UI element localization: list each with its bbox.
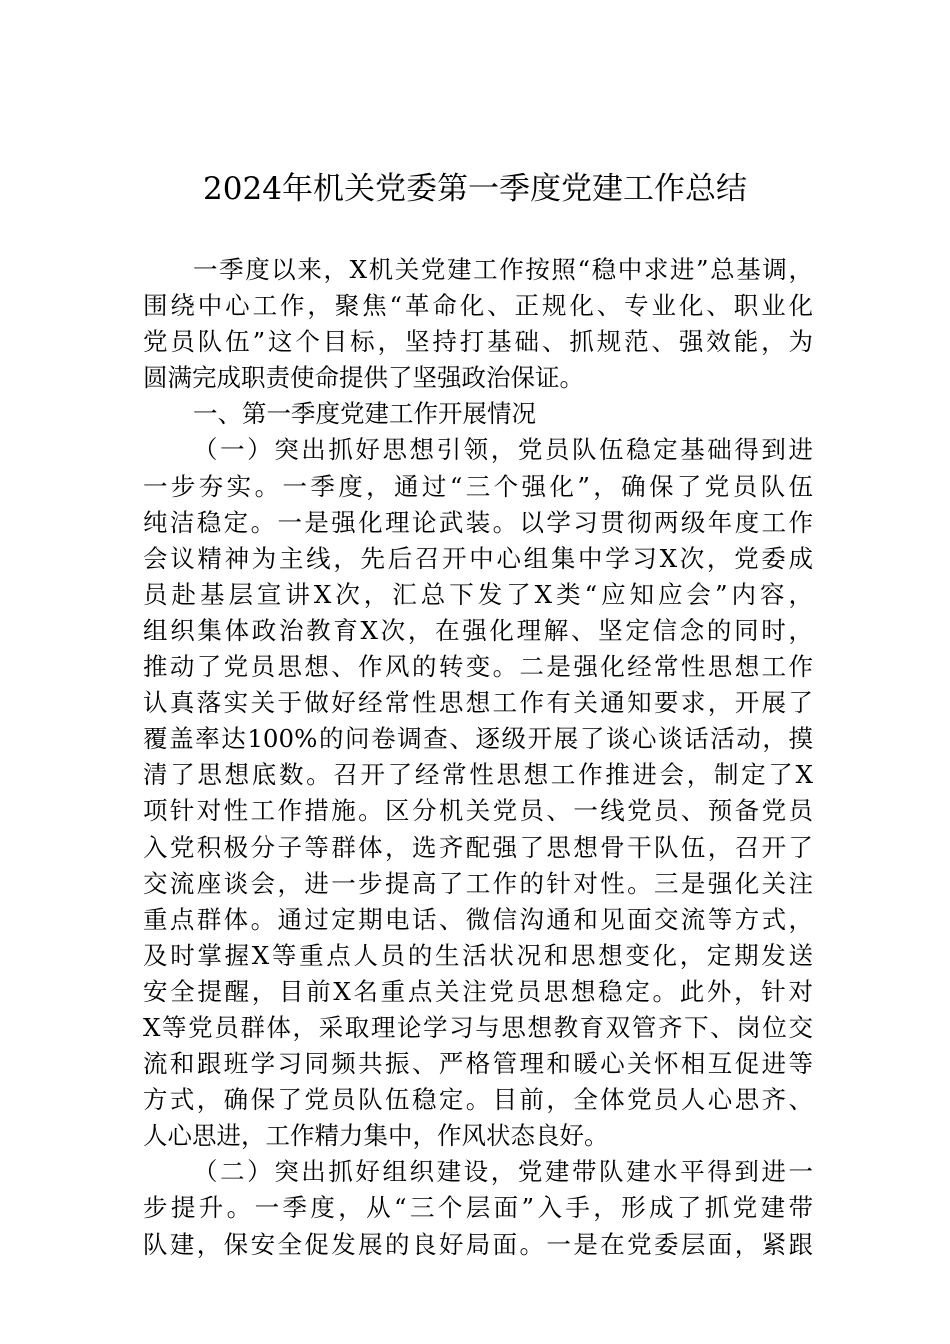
text-line: 党员队伍”这个目标，坚持打基础、抓规范、强效能，为: [143, 327, 813, 357]
text-line: 方式，确保了党员队伍稳定。目前，全体党员人心思齐、: [143, 1085, 813, 1115]
text-line: 推动了党员思想、作风的转变。二是强化经常性思想工作: [143, 652, 813, 682]
text-line: 队建，保安全促发展的良好局面。一是在党委层面，紧跟: [143, 1229, 813, 1259]
text-line: （二）突出抓好组织建设，党建带队建水平得到进一: [193, 1157, 813, 1187]
text-line: 人心思进，工作精力集中，作风状态良好。: [143, 1121, 609, 1151]
text-line: 及时掌握X等重点人员的生活状况和思想变化，定期发送: [143, 940, 813, 970]
text-line: 会议精神为主线，先后召开中心组集中学习X次，党委成: [143, 543, 813, 573]
text-line: 一步夯实。一季度，通过“三个强化”，确保了党员队伍: [143, 471, 813, 501]
text-line: 安全提醒，目前X名重点关注党员思想稳定。此外，针对: [143, 976, 813, 1006]
text-line: 入党积极分子等群体，选齐配强了思想骨干队伍，召开了: [143, 832, 813, 862]
text-line: 圆满完成职责使命提供了坚强政治保证。: [143, 363, 584, 393]
document-body: [143, 252, 813, 1263]
text-line: 组织集体政治教育X次，在强化理解、坚定信念的同时，: [143, 615, 813, 645]
text-line: 覆盖率达100%的问卷调查、逐级开展了谈心谈话活动，摸: [143, 724, 813, 754]
text-line: 围绕中心工作，聚焦“革命化、正规化、专业化、职业化: [143, 291, 813, 321]
text-line: 项针对性工作措施。区分机关党员、一线党员、预备党员: [143, 796, 813, 826]
text-line: 步提升。一季度，从“三个层面”入手，形成了抓党建带: [143, 1193, 813, 1223]
text-line: X等党员群体，采取理论学习与思想教育双管齐下、岗位交: [143, 1012, 813, 1042]
text-line: 认真落实关于做好经常性思想工作有关通知要求，开展了: [143, 688, 813, 718]
text-line: 重点群体。通过定期电话、微信沟通和见面交流等方式，: [143, 904, 813, 934]
text-line: （一）突出抓好思想引领，党员队伍稳定基础得到进: [193, 435, 813, 465]
text-line: 一、第一季度党建工作开展情况: [193, 399, 536, 429]
text-line: 一季度以来，X机关党建工作按照“稳中求进”总基调，: [193, 255, 813, 284]
text-line: 纯洁稳定。一是强化理论武装。以学习贯彻两级年度工作: [143, 507, 813, 537]
text-line: 流和跟班学习同频共振、严格管理和暖心关怀相互促进等: [143, 1049, 813, 1079]
text-line: 清了思想底数。召开了经常性思想工作推进会，制定了X: [143, 760, 813, 790]
document-title: 2024年机关党委第一季度党建工作总结: [203, 171, 747, 207]
text-line: 员赴基层宣讲X次，汇总下发了X类“应知应会”内容，: [143, 579, 813, 609]
text-line: 交流座谈会，进一步提高了工作的针对性。三是强化关注: [143, 868, 813, 898]
